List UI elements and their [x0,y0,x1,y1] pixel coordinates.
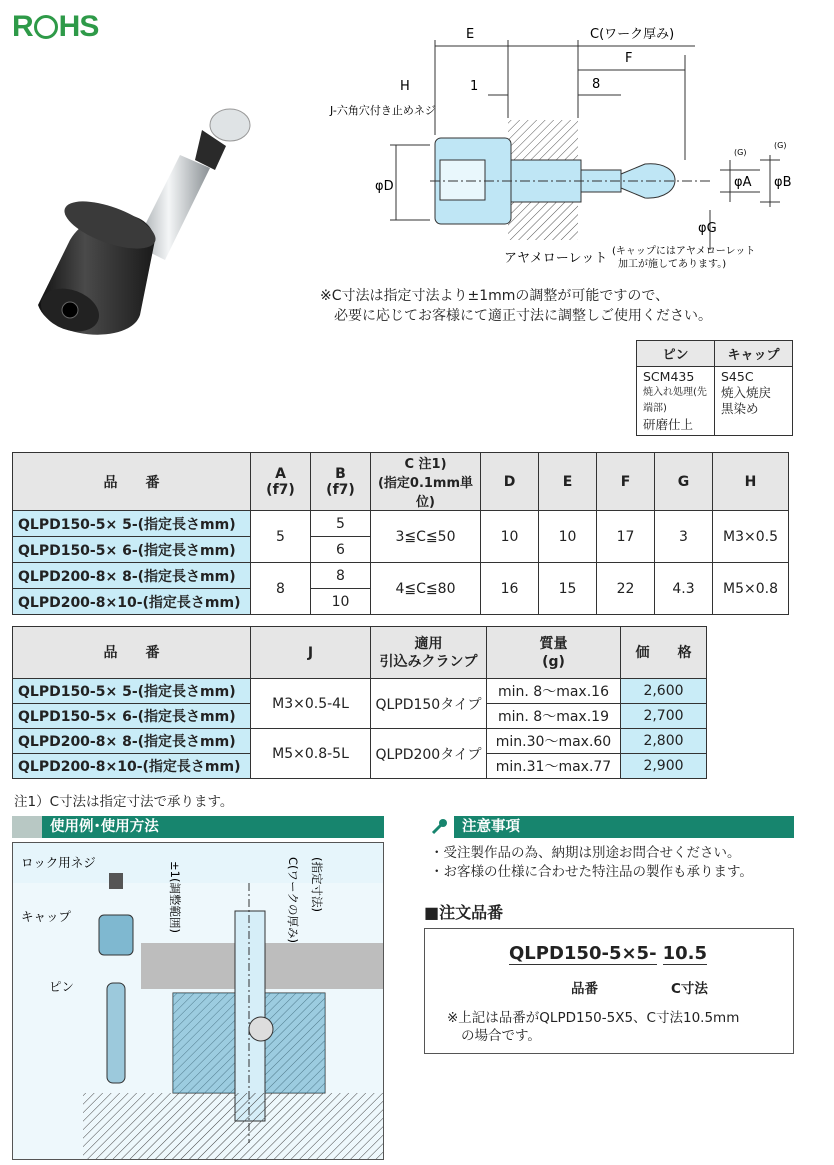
header-clamp: 適用 引込みクランプ [371,627,487,679]
label-c: C(ワーク厚み) [590,27,675,42]
rohs-hs: HS [58,10,99,43]
label-pin: ピン [49,979,75,994]
pin-treatment: 焼入れ処理(先端部) [643,387,707,414]
header-j: J [251,627,371,679]
part-number: QLPD150-5× 6-(指定長さmm) [13,537,251,563]
header-block-icon [12,816,42,838]
value-f: 17 [597,511,655,563]
value-price: 2,600 [621,679,707,704]
label-cap: キャップ [21,909,72,924]
header-mass: 質量 (g) [487,627,621,679]
header-part-number: 品 番 [13,453,251,511]
value-g: 4.3 [655,563,713,615]
part-number: QLPD150-5× 5-(指定長さmm) [13,511,251,537]
value-clamp: QLPD200タイプ [371,729,487,779]
value-mass: min.31～max.77 [487,754,621,779]
label-j-screw: J-六角穴付き止めネジ [330,104,436,117]
order-label-part: 品番 [571,981,598,997]
header-d: D [481,453,539,511]
part-number: QLPD150-5× 5-(指定長さmm) [13,679,251,704]
material-cap [715,367,793,436]
value-a: 8 [251,563,311,615]
value-e: 10 [539,511,597,563]
header-a: A (f7) [251,453,311,511]
header-b: B (f7) [311,453,371,511]
order-label-c: C寸法 [671,981,708,997]
label-8: 8 [592,77,601,92]
list-item: ・お客様の仕様に合わせた特注品の製作も承ります。 [430,864,753,880]
value-h: M3×0.5 [713,511,789,563]
caution-header [424,816,794,838]
header-g: G [655,453,713,511]
order-title: ■注文品番 [424,903,504,922]
label-f: F [625,51,633,66]
usage-illustration [13,843,384,1160]
wrench-icon [424,816,454,838]
header-c: C 注1) (指定0.1mm単位) [371,453,481,511]
value-d: 10 [481,511,539,563]
cap-treatment: 焼入焼戻 [721,385,772,400]
table-row [13,511,789,537]
top-note-line-1: ※C寸法は指定寸法より±1mmの調整が可能ですので、 [320,288,670,304]
rohs-logo [12,10,98,44]
label-phi-a: φA [734,175,752,190]
caution-title: 注意事項 [462,819,520,835]
caution-list [430,844,753,882]
part-number: QLPD150-5× 6-(指定長さmm) [13,704,251,729]
value-e: 15 [539,563,597,615]
table-row [13,729,707,754]
value-d: 16 [481,563,539,615]
value-mass: min. 8～max.16 [487,679,621,704]
label-g2: (G) [774,141,787,150]
label-phi-b: φB [774,175,792,190]
label-h: H [400,79,410,94]
dimension-drawing [290,10,820,270]
header-f: F [597,453,655,511]
pin-material: SCM435 [643,369,695,384]
label-adjust-range: ±1(調整範囲) [168,861,182,933]
value-c: 3≦C≦50 [371,511,481,563]
cap-material: S45C [721,369,754,384]
top-note-line-2: 必要に応じてお客様にて適正寸法に調整しご使用ください。 [334,308,712,324]
header-price: 価 格 [621,627,707,679]
cap-finish: 黒染め [721,401,759,416]
order-box [424,928,794,1054]
header-e: E [539,453,597,511]
value-g: 3 [655,511,713,563]
label-phi-d: φD [375,179,394,194]
order-code-c: 10.5 [662,943,707,964]
order-code [509,943,707,964]
table-row [13,563,789,589]
usage-diagram [12,842,384,1160]
knurl-note-1: (キャップにはアヤメローレット [612,246,756,257]
material-table [636,340,793,436]
part-number: QLPD200-8×10-(指定長さmm) [13,754,251,779]
material-header-cap: キャップ [715,341,793,367]
order-note-line-2: の場合です。 [461,1028,541,1044]
material-header-pin: ピン [637,341,715,367]
top-note [320,286,712,326]
part-number: QLPD200-8×10-(指定長さmm) [13,589,251,615]
label-phi-g: φG [698,221,717,236]
label-1: 1 [470,79,479,94]
pin-finish: 研磨仕上 [643,417,694,432]
label-work-thickness: C(ワークの厚み) [286,857,300,944]
value-clamp: QLPD150タイプ [371,679,487,729]
value-f: 22 [597,563,655,615]
value-price: 2,800 [621,729,707,754]
label-lock-screw: ロック用ネジ [21,855,96,870]
order-note [447,1009,787,1045]
usage-title: 使用例･使用方法 [50,819,159,835]
label-e: E [466,27,475,42]
value-j: M5×0.8-5L [251,729,371,779]
usage-header [12,816,384,838]
value-c: 4≦C≦80 [371,563,481,615]
label-specified-dim: (指定寸法) [310,857,324,912]
value-h: M5×0.8 [713,563,789,615]
label-g1: (G) [734,148,747,157]
value-price: 2,900 [621,754,707,779]
product-photo [30,100,260,350]
order-code-part: QLPD150-5×5- [509,943,657,964]
spec-table-price [12,626,707,779]
label-knurl: アヤメローレット [504,251,608,266]
rohs-r: R [12,10,33,43]
list-item: ・受注製作品の為、納期は別途お問合せください。 [430,845,741,861]
material-pin [637,367,715,436]
value-j: M3×0.5-4L [251,679,371,729]
note-c-dimension: 注1）C寸法は指定寸法で承ります。 [14,794,234,810]
header-h: H [713,453,789,511]
order-note-line-1: ※上記は品番がQLPD150-5X5、C寸法10.5mm [447,1010,740,1026]
part-number: QLPD200-8× 8-(指定長さmm) [13,729,251,754]
value-a: 5 [251,511,311,563]
part-number: QLPD200-8× 8-(指定長さmm) [13,563,251,589]
table-row [13,679,707,704]
value-b: 8 [311,563,371,589]
value-price: 2,700 [621,704,707,729]
header-part-number: 品 番 [13,627,251,679]
knurl-note-2: 加工が施してあります。) [618,259,727,270]
value-b: 6 [311,537,371,563]
rohs-circle-icon [34,15,58,39]
spec-table-dimensions [12,452,789,615]
value-mass: min. 8～max.19 [487,704,621,729]
value-b: 5 [311,511,371,537]
value-mass: min.30～max.60 [487,729,621,754]
value-b: 10 [311,589,371,615]
